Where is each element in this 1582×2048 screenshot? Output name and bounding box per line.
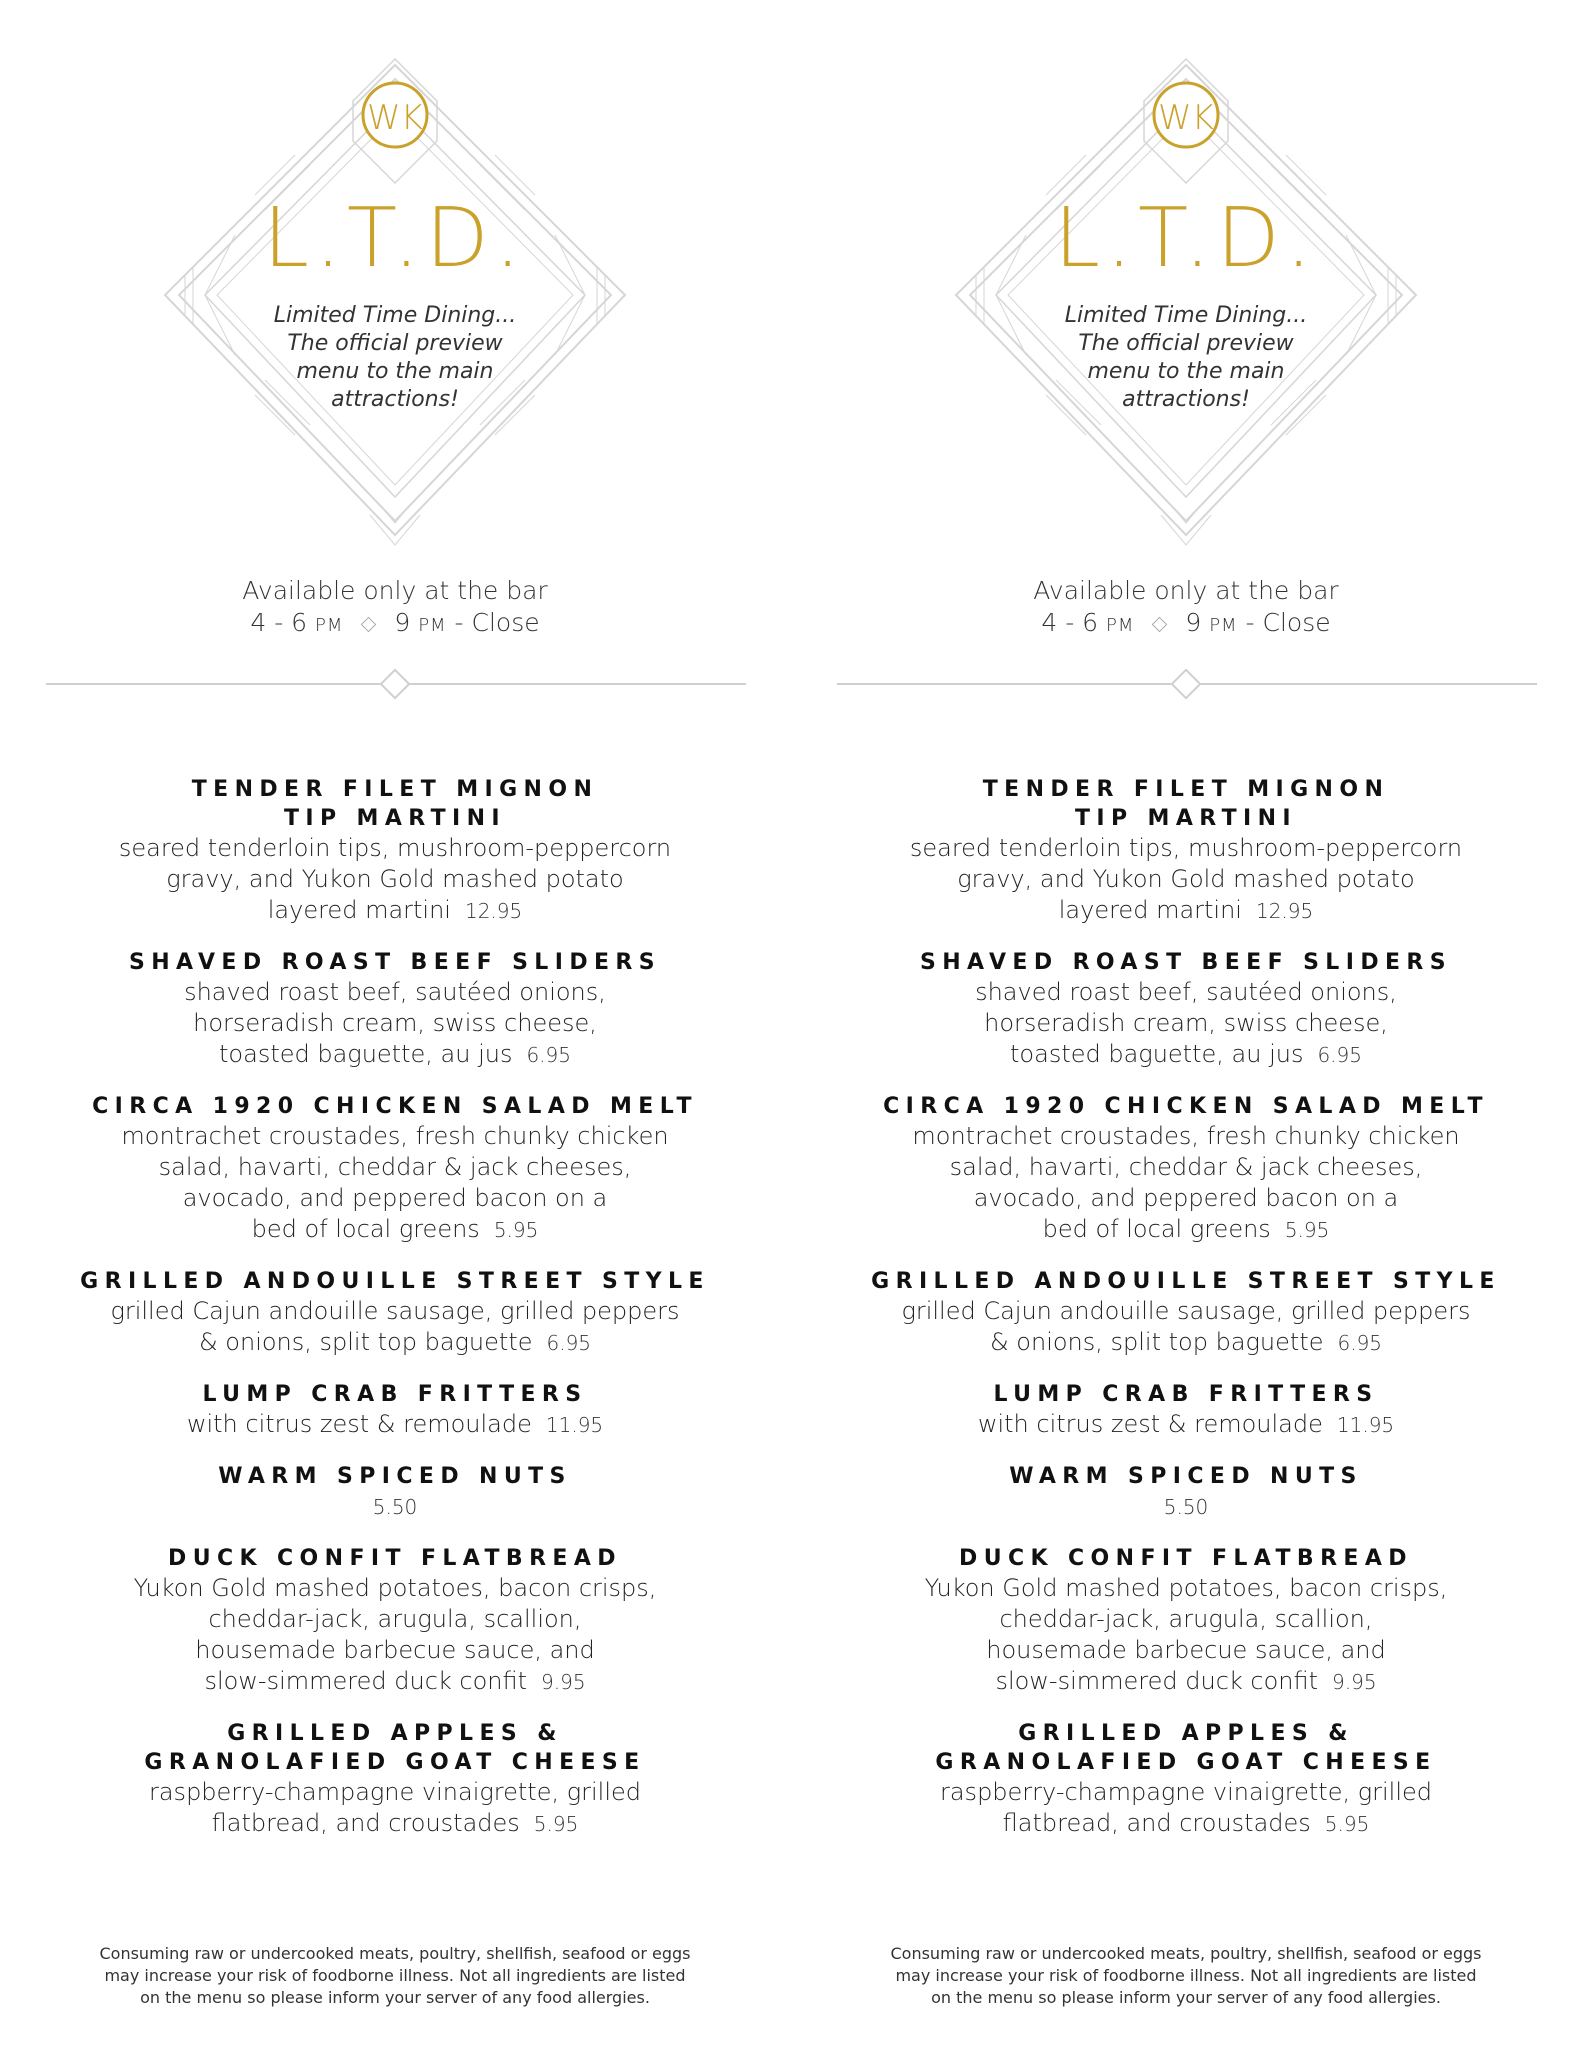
tagline-line: Limited Time Dining... xyxy=(1064,303,1308,328)
menu-item-description-text: bed of local greens xyxy=(1042,1215,1271,1243)
menu-item-price: 5.50 xyxy=(372,1495,418,1519)
menu-item-name: TIP MARTINI xyxy=(1074,806,1298,831)
menu-panel-right xyxy=(791,0,1582,2048)
menu-item xyxy=(55,1462,735,1523)
availability-info xyxy=(145,575,645,642)
menu-item-description: Yukon Gold mashed potatoes, bacon crisps, xyxy=(924,1574,1448,1602)
menu-item xyxy=(55,1380,735,1441)
pm-label: PM xyxy=(315,615,344,636)
food-safety-disclaimer xyxy=(90,1943,700,2009)
menu-item-price: 9.95 xyxy=(541,1670,586,1694)
pm-label: PM xyxy=(1106,615,1135,636)
divider-diamond-icon xyxy=(379,668,410,699)
menu-item-description xyxy=(846,1808,1526,1840)
menu-item-description xyxy=(846,1409,1526,1441)
menu-item-name: TENDER FILET MIGNON xyxy=(982,777,1390,802)
disclaimer-line: may increase your risk of foodborne illness. Not all ingredients are listed xyxy=(895,1966,1477,1985)
menu-item-name: TENDER FILET MIGNON xyxy=(191,777,599,802)
menu-item-description-text: layered martini xyxy=(267,896,451,924)
menu-item-name: GRILLED APPLES & xyxy=(1018,1721,1354,1746)
menu-item-price: 6.95 xyxy=(1317,1043,1362,1067)
menu-item-price: 6.95 xyxy=(526,1043,571,1067)
hours-close-label: - Close xyxy=(454,608,540,637)
menu-item xyxy=(55,948,735,1071)
menu-item-description-text: & onions, split top baguette xyxy=(989,1328,1324,1356)
menu-item-name: DUCK CONFIT FLATBREAD xyxy=(959,1546,1413,1571)
menu-item-description: seared tenderloin tips, mushroom-peppercorn xyxy=(118,834,672,862)
tagline-line: The official preview xyxy=(287,331,503,356)
menu-item xyxy=(55,1267,735,1359)
menu-item-name: SHAVED ROAST BEEF SLIDERS xyxy=(129,950,661,975)
menu-item-name: GRANOLAFIED GOAT CHEESE xyxy=(144,1750,646,1775)
menu-item-price: 5.50 xyxy=(1163,1495,1209,1519)
hours-second-start: 9 xyxy=(1185,608,1202,637)
menu-item-description: shaved roast beef, sautéed onions, xyxy=(184,978,606,1006)
menu-item xyxy=(846,1544,1526,1698)
menu-item-description: shaved roast beef, sautéed onions, xyxy=(975,978,1397,1006)
wk-monogram: WK xyxy=(367,98,423,138)
menu-item-description: montrachet croustades, fresh chunky chicken xyxy=(121,1122,669,1150)
menu-item xyxy=(846,1380,1526,1441)
menu-item-description-text: slow-simmered duck confit xyxy=(995,1667,1319,1695)
availability-hours xyxy=(145,607,645,642)
menu-item-name: WARM SPICED NUTS xyxy=(218,1464,572,1489)
disclaimer-line: Consuming raw or undercooked meats, poultry, shellfish, seafood or eggs xyxy=(890,1944,1482,1963)
menu-item xyxy=(846,1462,1526,1523)
menu-item-description xyxy=(846,1039,1526,1071)
menu-item-description: raspberry-champagne vinaigrette, grilled xyxy=(148,1778,641,1806)
menu-item-price: 12.95 xyxy=(1255,899,1314,923)
art-deco-frame-emblem xyxy=(145,45,645,555)
diamond-separator-icon xyxy=(361,616,377,632)
menu-item-description-text: toasted baguette, au jus xyxy=(1010,1040,1304,1068)
menu-item-description xyxy=(55,1666,735,1698)
menu-item-description-text: layered martini xyxy=(1058,896,1242,924)
menu-item-name: LUMP CRAB FRITTERS xyxy=(993,1382,1379,1407)
menu-item xyxy=(846,1267,1526,1359)
tagline-line: attractions! xyxy=(1122,387,1250,412)
hours-first-range: 4 - 6 xyxy=(1041,608,1099,637)
menu-item-price: 5.95 xyxy=(1284,1218,1330,1242)
menu-item-description-text: slow-simmered duck confit xyxy=(204,1667,528,1695)
menu-item-name: LUMP CRAB FRITTERS xyxy=(202,1382,588,1407)
disclaimer-line: may increase your risk of foodborne illness. Not all ingredients are listed xyxy=(104,1966,686,1985)
tagline-line: menu to the main xyxy=(1087,359,1285,384)
menu-item-description-text: flatbread, and croustades xyxy=(211,1809,520,1837)
menu-item-description: Yukon Gold mashed potatoes, bacon crisps, xyxy=(133,1574,657,1602)
tagline-line: Limited Time Dining... xyxy=(273,303,517,328)
divider-diamond-icon xyxy=(1170,668,1201,699)
menu-item-description-text: bed of local greens xyxy=(251,1215,480,1243)
disclaimer-line: on the menu so please inform your server of any food allergies. xyxy=(931,1988,1441,2007)
menu-item-description xyxy=(846,1327,1526,1359)
menu-item-price: 12.95 xyxy=(464,899,523,923)
pm-label: PM xyxy=(418,615,447,636)
menu-item xyxy=(55,1544,735,1698)
menu-list xyxy=(846,775,1526,1861)
menu-item-name: WARM SPICED NUTS xyxy=(1009,1464,1363,1489)
menu-item-name: CIRCA 1920 CHICKEN SALAD MELT xyxy=(92,1094,698,1119)
art-deco-frame-emblem xyxy=(936,45,1436,555)
menu-item-description xyxy=(846,1491,1526,1523)
menu-item-price: 11.95 xyxy=(545,1413,604,1437)
menu-item-description: gravy, and Yukon Gold mashed potato xyxy=(957,865,1415,893)
menu-item-name: TIP MARTINI xyxy=(283,806,507,831)
menu-item-description: housemade barbecue sauce, and xyxy=(986,1636,1386,1664)
availability-location: Available only at the bar xyxy=(1033,576,1339,605)
menu-item-price: 6.95 xyxy=(1337,1331,1383,1355)
menu-item-name: GRILLED ANDOUILLE STREET STYLE xyxy=(871,1269,1501,1294)
menu-item xyxy=(55,1719,735,1840)
menu-item-price: 6.95 xyxy=(546,1331,592,1355)
disclaimer-line: on the menu so please inform your server of any food allergies. xyxy=(140,1988,650,2007)
menu-item-price: 9.95 xyxy=(1332,1670,1377,1694)
menu-item-description: seared tenderloin tips, mushroom-peppercorn xyxy=(909,834,1463,862)
ltd-title: L.T.D. xyxy=(1054,191,1318,286)
menu-item-name: GRANOLAFIED GOAT CHEESE xyxy=(935,1750,1437,1775)
menu-item-description-text: & onions, split top baguette xyxy=(198,1328,533,1356)
menu-item-description: grilled Cajun andouille sausage, grilled peppers xyxy=(110,1297,680,1325)
menu-item-description-text: flatbread, and croustades xyxy=(1002,1809,1311,1837)
menu-item-name: SHAVED ROAST BEEF SLIDERS xyxy=(920,950,1452,975)
menu-item-description xyxy=(846,1214,1526,1246)
menu-item-description: grilled Cajun andouille sausage, grilled peppers xyxy=(901,1297,1471,1325)
menu-item-price: 5.95 xyxy=(1324,1812,1370,1836)
menu-item-name: GRILLED APPLES & xyxy=(227,1721,563,1746)
menu-item xyxy=(846,948,1526,1071)
availability-hours xyxy=(936,607,1436,642)
menu-item-description-text: toasted baguette, au jus xyxy=(219,1040,513,1068)
menu-item xyxy=(55,775,735,927)
menu-item-description: raspberry-champagne vinaigrette, grilled xyxy=(939,1778,1432,1806)
menu-item-description: gravy, and Yukon Gold mashed potato xyxy=(166,865,624,893)
menu-item-price: 11.95 xyxy=(1336,1413,1395,1437)
menu-item-description: avocado, and peppered bacon on a xyxy=(182,1184,608,1212)
menu-item xyxy=(55,1092,735,1246)
menu-item-name: GRILLED ANDOUILLE STREET STYLE xyxy=(80,1269,710,1294)
menu-item-description xyxy=(55,1039,735,1071)
menu-item-description xyxy=(846,895,1526,927)
menu-item xyxy=(846,775,1526,927)
menu-item-description xyxy=(55,1214,735,1246)
menu-item-price: 5.95 xyxy=(533,1812,579,1836)
menu-item-description: montrachet croustades, fresh chunky chicken xyxy=(912,1122,1460,1150)
menu-item-description-text: with citrus zest & remoulade xyxy=(977,1410,1323,1438)
menu-item-description xyxy=(55,1327,735,1359)
menu-item-description xyxy=(55,1491,735,1523)
hours-second-start: 9 xyxy=(394,608,411,637)
menu-item-description xyxy=(55,1409,735,1441)
menu-item-description: cheddar-jack, arugula, scallion, xyxy=(208,1605,582,1633)
menu-item-description: cheddar-jack, arugula, scallion, xyxy=(999,1605,1373,1633)
menu-item-description: avocado, and peppered bacon on a xyxy=(973,1184,1399,1212)
tagline xyxy=(245,302,545,414)
hours-first-range: 4 - 6 xyxy=(250,608,308,637)
disclaimer-line: Consuming raw or undercooked meats, poultry, shellfish, seafood or eggs xyxy=(99,1944,691,1963)
menu-item-description xyxy=(55,895,735,927)
menu-item-description: horseradish cream, swiss cheese, xyxy=(984,1009,1388,1037)
availability-info xyxy=(936,575,1436,642)
menu-item-description xyxy=(846,1666,1526,1698)
tagline-line: attractions! xyxy=(331,387,459,412)
menu-item-description xyxy=(55,1808,735,1840)
menu-item-description-text: with citrus zest & remoulade xyxy=(186,1410,532,1438)
hours-close-label: - Close xyxy=(1245,608,1331,637)
tagline xyxy=(1036,302,1336,414)
menu-item-price: 5.95 xyxy=(493,1218,539,1242)
ltd-title: L.T.D. xyxy=(263,191,527,286)
menu-item-name: CIRCA 1920 CHICKEN SALAD MELT xyxy=(883,1094,1489,1119)
menu-list xyxy=(55,775,735,1861)
menu-item xyxy=(846,1092,1526,1246)
diamond-separator-icon xyxy=(1152,616,1168,632)
menu-item-description: horseradish cream, swiss cheese, xyxy=(193,1009,597,1037)
menu-item xyxy=(846,1719,1526,1840)
tagline-line: The official preview xyxy=(1078,331,1294,356)
tagline-line: menu to the main xyxy=(296,359,494,384)
pm-label: PM xyxy=(1209,615,1238,636)
menu-item-name: DUCK CONFIT FLATBREAD xyxy=(168,1546,622,1571)
food-safety-disclaimer xyxy=(881,1943,1491,2009)
menu-item-description: salad, havarti, cheddar & jack cheeses, xyxy=(949,1153,1423,1181)
menu-item-description: housemade barbecue sauce, and xyxy=(195,1636,595,1664)
availability-location: Available only at the bar xyxy=(242,576,548,605)
wk-monogram: WK xyxy=(1158,98,1214,138)
menu-item-description: salad, havarti, cheddar & jack cheeses, xyxy=(158,1153,632,1181)
